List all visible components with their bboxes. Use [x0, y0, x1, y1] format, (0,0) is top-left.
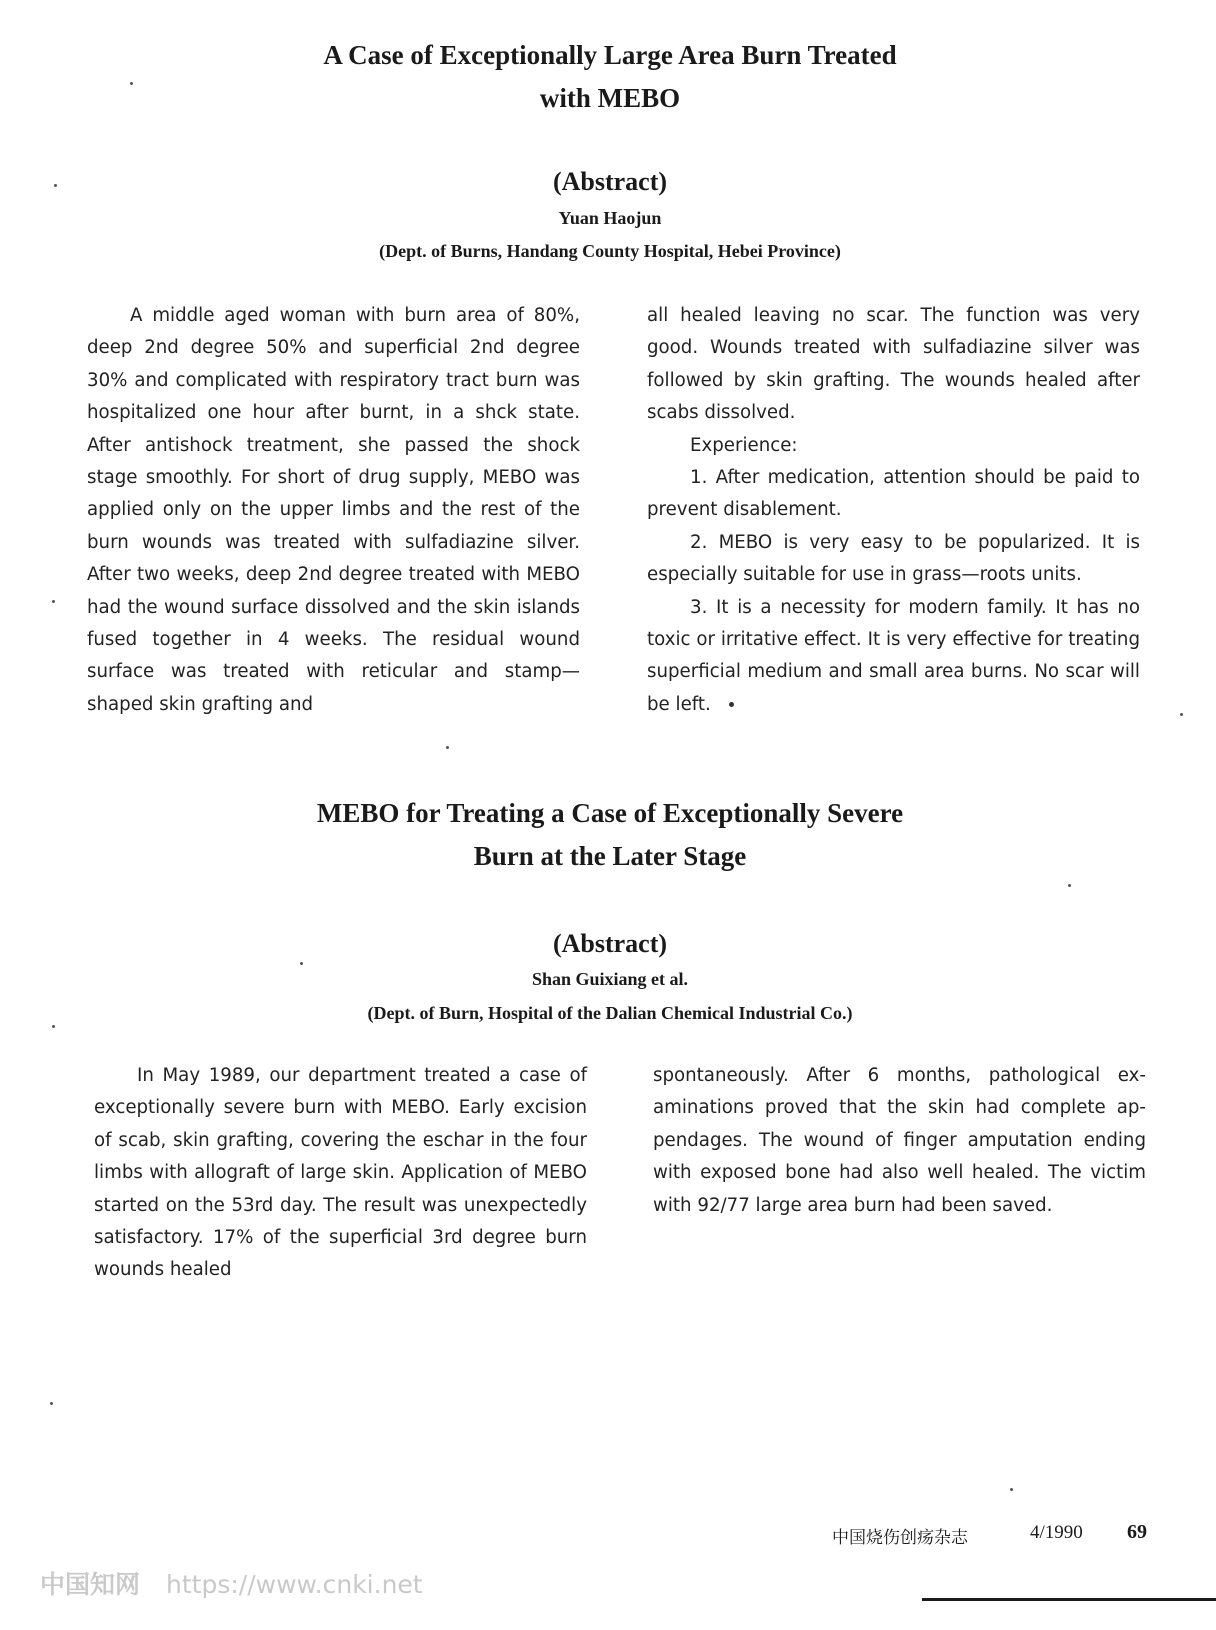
scan-speck [130, 82, 133, 85]
issue-number: 4/1990 [1030, 1522, 1083, 1543]
article1-abstract-label: (Abstract) [552, 167, 668, 196]
article1-body-paragraph: A middle aged woman with burn area of 80%, deep 2nd degree 50% and superficial 2nd degree 30% and complicated with respiratory tract burn was hospitalized one hour after burnt, in a shck state. After antishock treatment, she passed the shock stage smoothly. For short of drug supply, MEBO was applied only on the upper limbs and the rest of the burn wounds was treated with sulfadiazine silver. After two weeks, deep 2nd degree treated with MEBO had the wound surface dissolved and the skin islands fused together in 4 weeks. The residual wound surface was treated with reticular and stamp—shaped skin grafting and [87, 305, 580, 715]
journal-name: 中国烧伤创疡杂志 [832, 1528, 968, 1548]
watermark-url: https://www.cnki.net [166, 1570, 423, 1599]
article2-body-paragraph: In May 1989, our department treated a case of exceptionally severe burn with MEBO. Early excision of scab, skin grafting, covering the eschar in the four limbs with allograft of large skin. Application of MEBO started on the 53rd day. The result was unexpectedly satisfactory. 17% of the superficial 3rd degree burn wounds healed [94, 1065, 587, 1281]
article1-left-column [87, 300, 580, 721]
scan-speck [300, 962, 303, 965]
article2-author: Shan Guixiang et al. [531, 969, 689, 989]
article1-body-paragraph-cont: all healed leaving no scar. The function was very good. Wounds treated with sulfadiazine silver was followed by skin grafting. The wounds healed after scabs dissolved. [647, 305, 1140, 424]
watermark-brand: 中国知网 [40, 1570, 141, 1599]
scan-speck [52, 600, 55, 603]
scan-speck [1068, 884, 1071, 887]
article1-experience-item-3-text: 3. It is a necessity for modern family. It has no toxic or irritative effect. It is very effective for treating superficial medium and small area burns. No scar will be left. [647, 596, 1140, 715]
scan-speck [50, 1402, 53, 1405]
article1-experience-heading: Experience: [690, 434, 798, 456]
scan-speck [52, 1025, 55, 1028]
scan-speck [1010, 1488, 1013, 1491]
article1-affiliation: (Dept. of Burns, Handang County Hospital, Hebei Province) [379, 241, 841, 261]
scan-speck [446, 746, 449, 749]
article1-title-line1: A Case of Exceptionally Large Area Burn Treated [323, 40, 897, 70]
article2-title-line1: MEBO for Treating a Case of Exceptionally Severe [316, 798, 904, 828]
article2-right-column [653, 1060, 1146, 1222]
article1-title-line2: with MEBO [539, 83, 681, 113]
scan-speck [54, 184, 57, 187]
article1-experience-item-2: 2. MEBO is very easy to be popularized. It is especially suitable for use in grass—roots units. [647, 531, 1140, 586]
end-mark-icon [729, 702, 734, 707]
article1-author: Yuan Haojun [558, 208, 662, 228]
article1-title [150, 34, 1070, 120]
article2-abstract-label: (Abstract) [552, 929, 668, 958]
article1-experience-item-3 [647, 592, 1140, 722]
article2-title [150, 792, 1070, 878]
article2-affiliation: (Dept. of Burn, Hospital of the Dalian Chemical Industrial Co.) [367, 1003, 853, 1023]
scan-speck [1180, 713, 1183, 716]
article2-body-paragraph-cont: spontaneously. After 6 months, pathological examinations proved that the skin had complete appendages. The wound of finger amputation ending with exposed bone had also well healed. The victim with 92/77 large area burn had been saved. [653, 1065, 1146, 1216]
bottom-rule [922, 1598, 1216, 1601]
article1-experience-item-1: 1. After medication, attention should be paid to prevent disablement. [647, 467, 1140, 521]
cnki-watermark [40, 1565, 423, 1601]
article1-right-column [647, 300, 1140, 721]
article2-left-column [94, 1060, 587, 1287]
article2-title-line2: Burn at the Later Stage [473, 841, 747, 871]
page-number: 69 [1127, 1521, 1147, 1543]
